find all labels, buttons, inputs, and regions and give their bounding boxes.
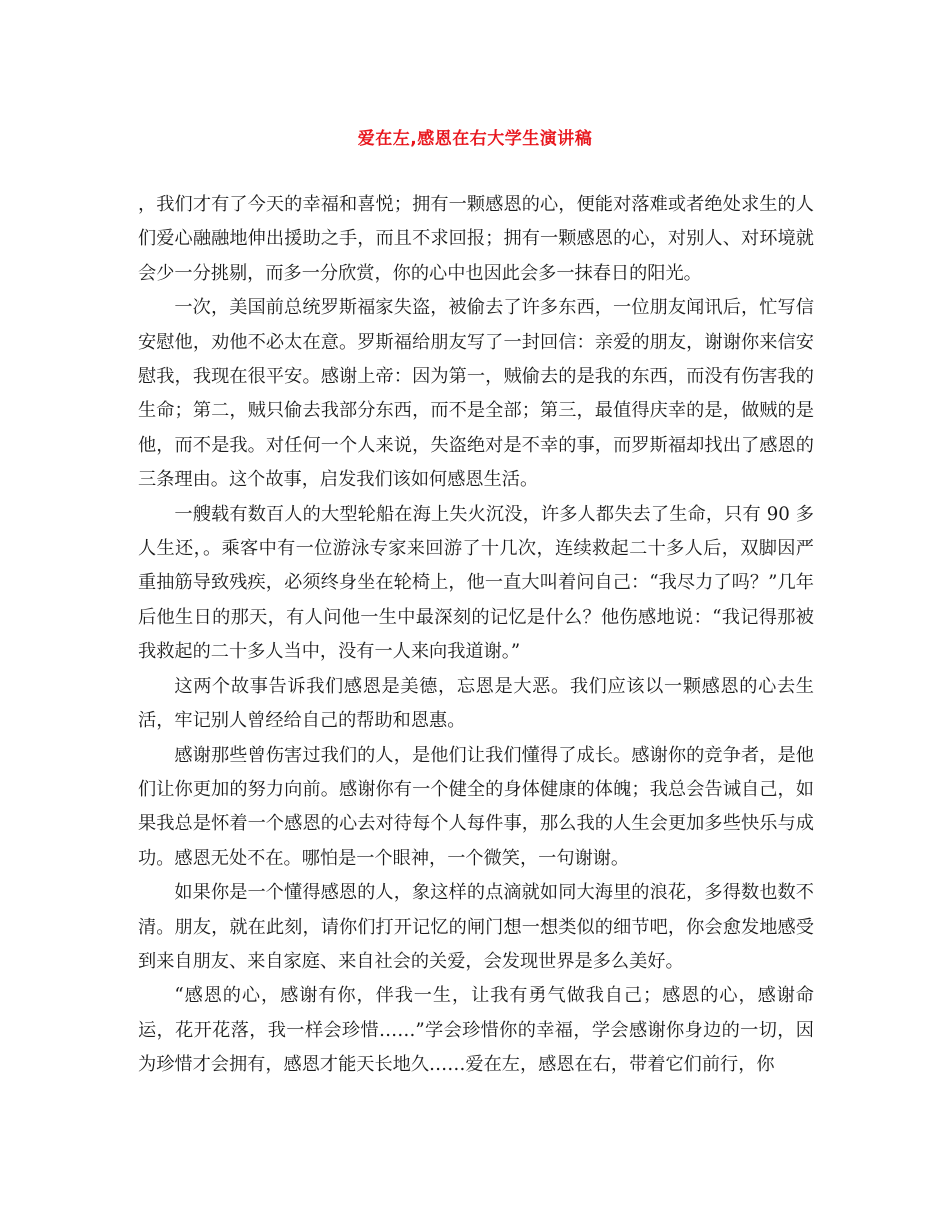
paragraph: 感谢那些曾伤害过我们的人，是他们让我们懂得了成长。感谢你的竞争者，是他们让你更加的努力向前。感谢你有一个健全的身体健康的体魄；我总会告诫自己，如果我总是怀着一个感恩的心去对待每个人每件事，那么我的人生会更加多些快乐与成功。感恩无处不在。哪怕是一个眼神，一个微笑，一句谢谢。 <box>138 744 814 869</box>
document-body <box>138 188 814 1083</box>
paragraph: “感恩的心，感谢有你，伴我一生，让我有勇气做我自己；感恩的心，感谢命运，花开花落，我一样会珍惜……”学会珍惜你的幸福，学会感谢你身边的一切，因为珍惜才会拥有，感恩才能天长地久……爱在左，感恩在右，带着它们前行，你 <box>138 985 814 1076</box>
document-title: 爱在左,感恩在右大学生演讲稿 <box>357 129 593 149</box>
paragraph: 一艘载有数百人的大型轮船在海上失火沉没，许多人都失去了生命，只有 90 多人生还，。乘客中有一位游泳专家来回游了十几次，连续救起二十多人后，双脚因严重抽筋导致残疾，必须终身坐在轮椅上，他一直大叫着问自己：“我尽力了吗？”几年后他生日的那天，有人问他一生中最深刻的记忆是什么？他伤感地说：“我记得那被我救起的二十多人当中，没有一人来向我道谢。” <box>138 503 814 663</box>
paragraph: ，我们才有了今天的幸福和喜悦；拥有一颗感恩的心，便能对落难或者绝处求生的人们爱心融融地伸出援助之手，而且不求回报；拥有一颗感恩的心，对别人、对环境就会少一分挑剔，而多一分欣赏，你的心中也因此会多一抹春日的阳光。 <box>138 194 814 284</box>
paragraph: 一次，美国前总统罗斯福家失盗，被偷去了许多东西，一位朋友闻讯后，忙写信安慰他，劝他不必太在意。罗斯福给朋友写了一封回信：亲爱的朋友，谢谢你来信安慰我，我现在很平安。感谢上帝：因为第一，贼偷去的是我的东西，而没有伤害我的生命；第二，贼只偷去我部分东西，而不是全部；第三，最值得庆幸的是，做贼的是他，而不是我。对任何一个人来说，失盗绝对是不幸的事，而罗斯福却找出了感恩的三条理由。这个故事，启发我们该如何感恩生活。 <box>138 297 814 491</box>
paragraph: 这两个故事告诉我们感恩是美德，忘恩是大恶。我们应该以一颗感恩的心去生活，牢记别人曾经给自己的帮助和恩惠。 <box>138 675 814 732</box>
paragraph: 如果你是一个懂得感恩的人，象这样的点滴就如同大海里的浪花，多得数也数不清。朋友，就在此刻，请你们打开记忆的闸门想一想类似的细节吧，你会愈发地感受到来自朋友、来自家庭、来自社会的关爱，会发现世界是多么美好。 <box>138 882 814 972</box>
